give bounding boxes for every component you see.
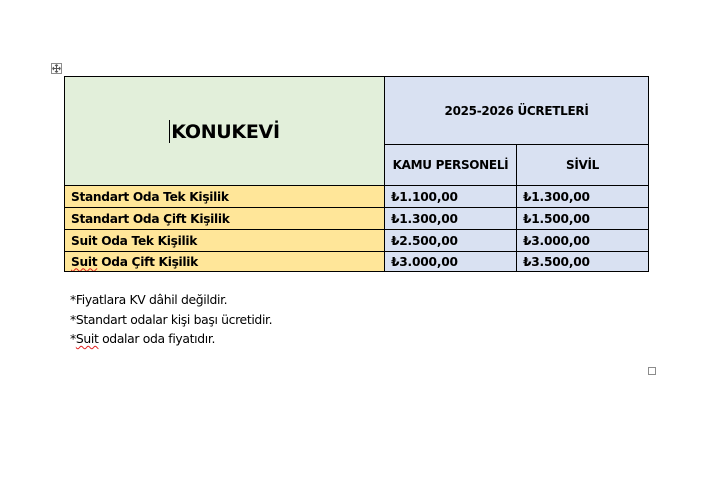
room-type-cell[interactable] bbox=[65, 208, 385, 230]
note-text: odalar oda fiyatıdır. bbox=[98, 331, 216, 346]
note-line: *Standart odalar kişi başı ücretidir. bbox=[70, 311, 273, 327]
fees-header: 2025-2026 ÜCRETLERİ bbox=[444, 103, 589, 118]
table-row bbox=[65, 230, 649, 252]
table-resize-handle-icon[interactable] bbox=[648, 367, 656, 375]
notes bbox=[70, 290, 272, 349]
note-line bbox=[70, 329, 272, 349]
column-header-sivil-label: SİVİL bbox=[566, 158, 600, 172]
room-type: Standart Oda Tek Kişilik bbox=[71, 189, 229, 204]
price-sivil: ₺1.300,00 bbox=[523, 189, 590, 204]
column-header-sivil[interactable] bbox=[517, 145, 649, 186]
price-sivil-cell[interactable] bbox=[517, 230, 649, 252]
table-move-handle-icon[interactable] bbox=[51, 63, 62, 74]
price-kamu-cell[interactable] bbox=[385, 186, 517, 208]
table-row bbox=[65, 252, 649, 272]
price-kamu: ₺3.000,00 bbox=[391, 254, 458, 269]
spellcheck-flagged-word[interactable]: Suit bbox=[71, 254, 98, 269]
price-sivil-cell[interactable] bbox=[517, 208, 649, 230]
price-kamu-cell[interactable] bbox=[385, 208, 517, 230]
price-kamu: ₺1.300,00 bbox=[391, 211, 458, 226]
move-arrows-icon bbox=[52, 64, 61, 73]
room-type: Suit Oda Tek Kişilik bbox=[71, 233, 198, 248]
fees-header-cell[interactable] bbox=[385, 77, 649, 145]
room-type: Oda Çift Kişilik bbox=[97, 254, 198, 269]
note-star: * bbox=[70, 331, 76, 346]
header-row-top bbox=[65, 77, 649, 145]
room-type-cell[interactable] bbox=[65, 230, 385, 252]
column-header-kamu[interactable] bbox=[385, 145, 517, 186]
price-sivil: ₺1.500,00 bbox=[523, 211, 590, 226]
room-type: Standart Oda Çift Kişilik bbox=[71, 211, 230, 226]
price-sivil: ₺3.000,00 bbox=[523, 233, 590, 248]
price-sivil: ₺3.500,00 bbox=[523, 254, 590, 269]
price-table bbox=[64, 76, 649, 272]
note-line: *Fiyatlara KV dâhil değildir. bbox=[70, 292, 228, 307]
table-title: KONUKEVİ bbox=[171, 120, 280, 143]
price-kamu: ₺2.500,00 bbox=[391, 233, 458, 248]
column-header-kamu-label: KAMU PERSONELİ bbox=[392, 158, 509, 172]
price-kamu: ₺1.100,00 bbox=[391, 189, 458, 204]
spellcheck-flagged-word[interactable]: Suit bbox=[75, 331, 99, 346]
table-row bbox=[65, 208, 649, 230]
price-sivil-cell[interactable] bbox=[517, 252, 649, 272]
room-type-cell[interactable] bbox=[65, 252, 385, 272]
price-kamu-cell[interactable] bbox=[385, 252, 517, 272]
price-sivil-cell[interactable] bbox=[517, 186, 649, 208]
table-row bbox=[65, 186, 649, 208]
title-cell[interactable] bbox=[65, 77, 385, 186]
room-type-cell[interactable] bbox=[65, 186, 385, 208]
price-kamu-cell[interactable] bbox=[385, 230, 517, 252]
